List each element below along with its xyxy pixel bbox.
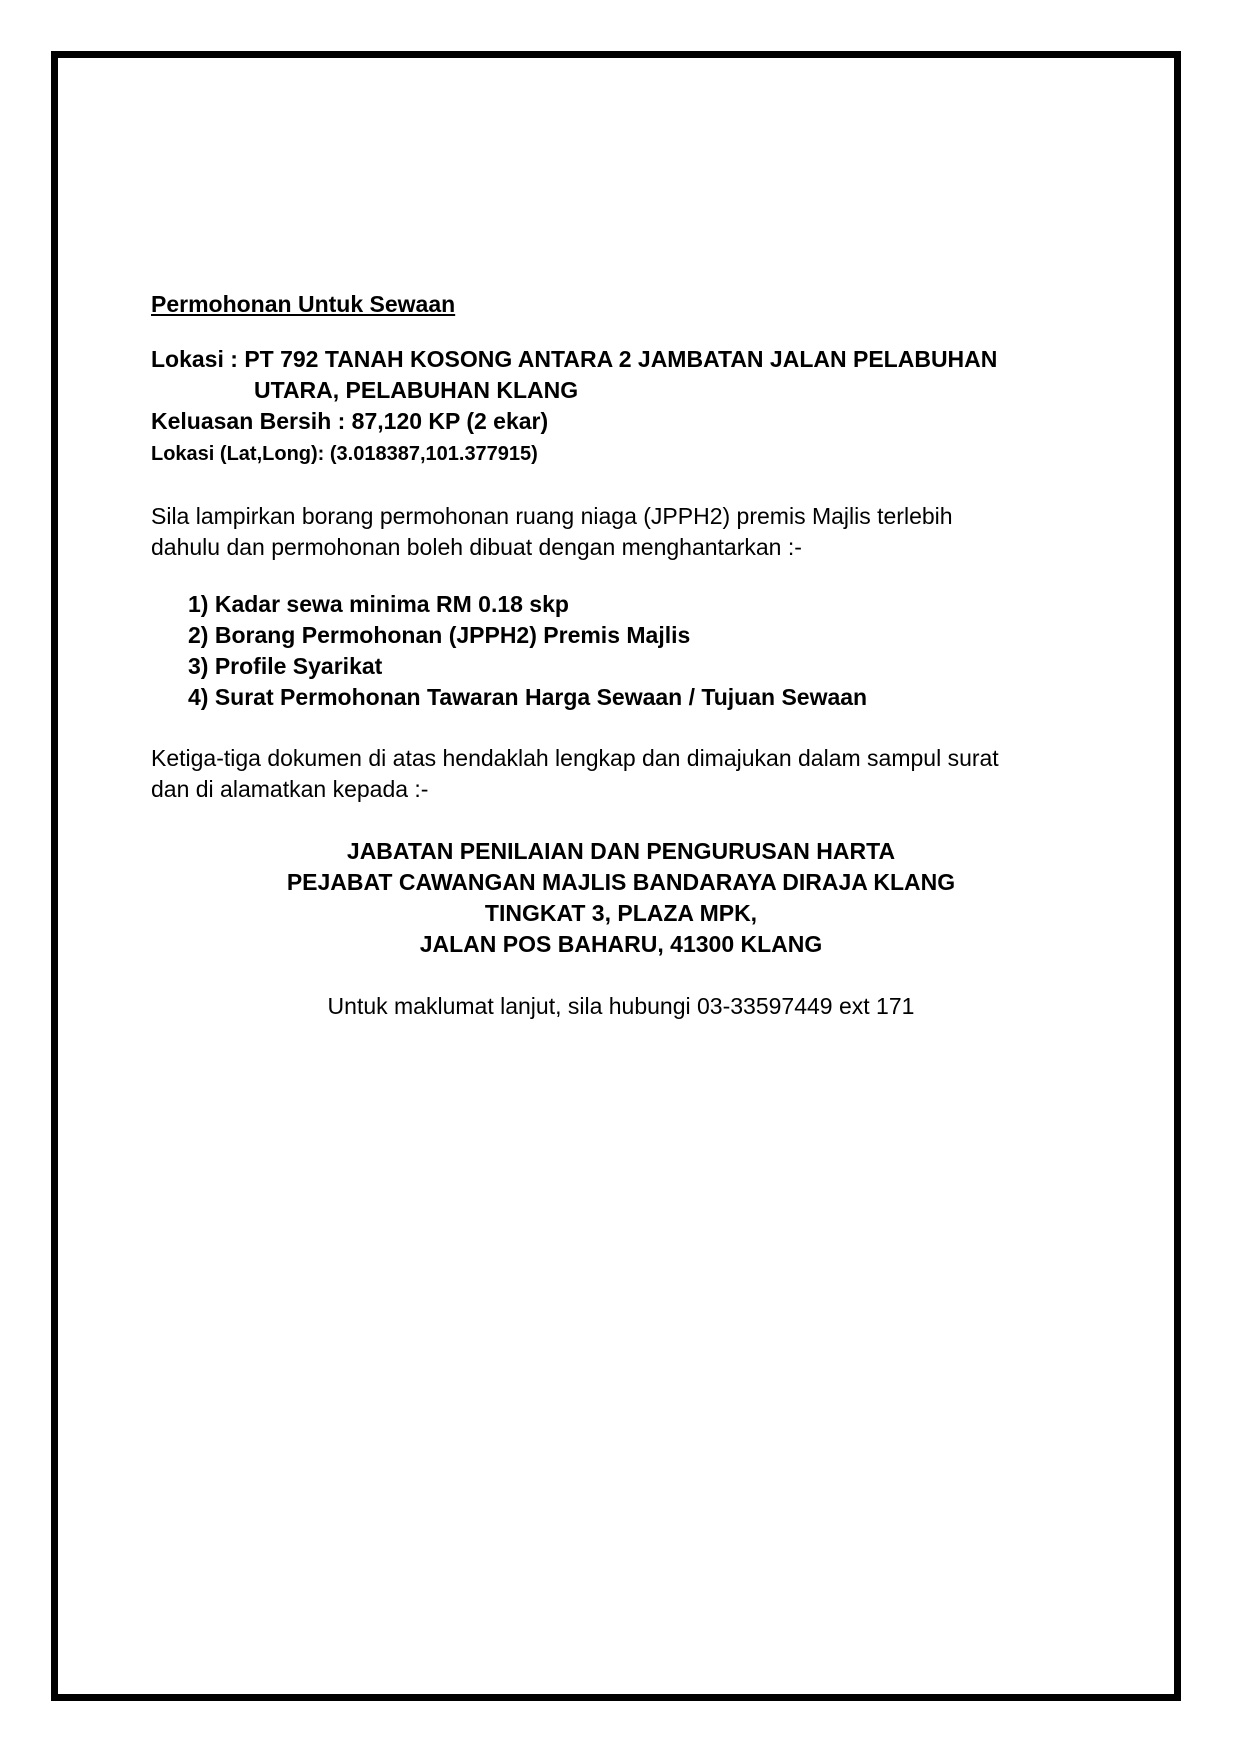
- location-label: Lokasi :: [151, 346, 245, 372]
- submission-line-1: Ketiga-tiga dokumen di atas hendaklah lengkap dan dimajukan dalam sampul surat: [151, 745, 999, 771]
- address-line: JABATAN PENILAIAN DAN PENGURUSAN HARTA: [346, 838, 896, 864]
- address-line: PEJABAT CAWANGAN MAJLIS BANDARAYA DIRAJA KLANG: [286, 869, 956, 895]
- coordinates: Lokasi (Lat,Long): (3.018387,101.377915): [151, 443, 538, 465]
- intro-line-1: Sila lampirkan borang permohonan ruang niaga (JPPH2) premis Majlis terlebih: [151, 503, 953, 529]
- list-item: 4) Surat Permohonan Tawaran Harga Sewaan / Tujuan Sewaan: [188, 684, 868, 710]
- mailing-address: [151, 836, 1091, 960]
- net-area: Keluasan Bersih : 87,120 KP (2 ekar): [151, 408, 549, 434]
- intro-line-2: dahulu dan permohonan boleh dibuat dengan menghantarkan :-: [151, 534, 802, 560]
- list-item: 3) Profile Syarikat: [188, 653, 383, 679]
- requirements-list: [151, 589, 1091, 713]
- location-block: [151, 344, 1091, 469]
- location-row: [151, 344, 1091, 375]
- address-line: TINGKAT 3, PLAZA MPK,: [484, 900, 758, 926]
- list-item: 1) Kadar sewa minima RM 0.18 skp: [188, 591, 569, 617]
- submission-paragraph: [151, 743, 1091, 805]
- location-value-line2: UTARA, PELABUHAN KLANG: [254, 377, 579, 403]
- list-item: 2) Borang Permohonan (JPPH2) Premis Majlis: [188, 622, 691, 648]
- document-body: [151, 290, 1091, 1022]
- location-value-line1: PT 792 TANAH KOSONG ANTARA 2 JAMBATAN JALAN PELABUHAN: [244, 346, 998, 372]
- submission-line-2: dan di alamatkan kepada :-: [151, 776, 429, 802]
- intro-paragraph: [151, 501, 1091, 563]
- contact-info: Untuk maklumat lanjut, sila hubungi 03-33597449 ext 171: [327, 993, 915, 1019]
- document-title: Permohonan Untuk Sewaan: [151, 291, 456, 317]
- address-line: JALAN POS BAHARU, 41300 KLANG: [419, 931, 823, 957]
